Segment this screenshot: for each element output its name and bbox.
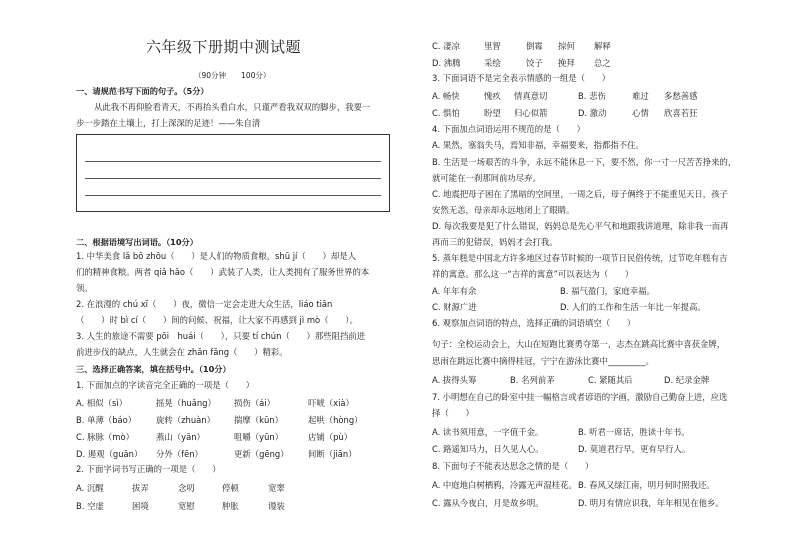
q8-option-d[interactable]: D. 明月有情应识我，年年相见在他乡。 <box>578 498 724 508</box>
q3-word: 难过 <box>632 91 649 101</box>
section-2-line: 2. 在浪漫的 chú xī（ ）夜，微信一定会走进大众生活，liáo tiān <box>76 299 333 309</box>
q2-option[interactable]: D. 沸腾 <box>432 58 461 68</box>
handwriting-box[interactable] <box>76 134 390 212</box>
q4-option-b-cont: 就可能在一刹那间前功尽弃。 <box>432 173 541 183</box>
q1-option: 旋转（zhuàn） <box>156 415 215 425</box>
q1-option: 分外（fēn） <box>156 449 203 459</box>
q6-sentence: 句子：全校运动会上，大山在短跑比赛勇夺第一，志杰在跳高比赛中喜获金牌， <box>432 339 726 349</box>
copy-text-line-1: 从此我不再仰脸看青天，不再抬头看白水，只谨严看我双双的脚步，我要一 <box>94 102 371 112</box>
section-2-line: 1. 中华美食 lǎ bō zhōu（ ）是人们的物质食粮，shū jí（ ）却是人 <box>76 251 356 261</box>
q1-option: 起哄（hòng） <box>308 415 363 425</box>
q1-option[interactable]: A. 相似（sì） <box>76 398 128 408</box>
q1-option[interactable]: D. 遏观（guān） <box>76 449 143 459</box>
q6-sentence-cont: 思雨在跳远比赛中摘得桂冠，宁宁在游泳比赛中_________。 <box>432 356 654 366</box>
section-1-header: 一、请规范书写下面的句子。（5分） <box>76 86 209 96</box>
q2-word: 采绘 <box>484 58 501 68</box>
q2-word: 谩装 <box>268 501 285 511</box>
q3-word: 欣喜若狂 <box>664 108 698 118</box>
section-2-line: 3. 人生的旅途不需要 pōi huái（ ），只要 tí chún（ ）那些阻挡前进 <box>76 331 366 341</box>
q2-word: 困境 <box>132 501 149 511</box>
q1-option: 咀嚼（yūn） <box>234 432 284 442</box>
q6-option-b[interactable]: B. 名列前茅 <box>510 375 555 385</box>
q4-option-c-cont: 安然无恙，母亲却永远地闭上了眼睛。 <box>432 205 575 215</box>
q3-option[interactable]: D. 激动 <box>578 108 607 118</box>
question-1: 1. 下面加点的字读音完全正确的一项是（ ） <box>76 380 255 390</box>
q8-option-b[interactable]: B. 春风又绿江南，明月何时照我还。 <box>578 480 715 490</box>
q7-option-d[interactable]: D. 莫道君行早，更有早行人。 <box>578 444 691 454</box>
q7-option-b[interactable]: B. 听君一席话，胜读十年书。 <box>578 427 690 437</box>
q5-option-a[interactable]: A. 年年有余 <box>432 286 477 296</box>
q4-option-c[interactable]: C. 地震把母子困在了黑暗的空间里，一周之后，母子俩终于不能重见天日，孩子 <box>432 189 728 199</box>
page-title: 六年级下册期中测试题 <box>146 38 302 56</box>
q2-word: 倒霉 <box>526 41 543 51</box>
q2-option[interactable]: B. 空虚 <box>76 501 104 511</box>
q8-option-a[interactable]: A. 中庭地白树栖鸦，冷露无声湿桂花。 <box>432 480 577 490</box>
q6-option-a[interactable]: A. 拔得头筹 <box>432 375 477 385</box>
question-3: 3. 下面词语不是完全表示情感的一组是（ ） <box>432 73 611 83</box>
copy-text-line-2: 步一步踏在土壤上，打上深深的足迹！——朱自清 <box>76 118 261 128</box>
q7-option-a[interactable]: A. 读书须用意，一字值千金。 <box>432 427 544 437</box>
q1-option: 摇晃（huǎng） <box>156 398 216 408</box>
q3-option[interactable]: C. 惧怕 <box>432 108 460 118</box>
q3-word: 情真意切 <box>514 91 548 101</box>
q1-option: 间断（jiān） <box>308 449 357 459</box>
q1-option: 店铺（pù） <box>308 432 353 442</box>
writing-line <box>85 161 381 162</box>
question-8: 8. 下面句子不能表达思念之情的是（ ） <box>432 461 594 471</box>
q3-word: 愧疚 <box>484 91 501 101</box>
q8-option-c[interactable]: C. 露从今夜白，月是故乡明。 <box>432 498 544 508</box>
question-2: 2. 下面字词书写正确的一项是（ ） <box>76 464 221 474</box>
question-6: 6. 观察加点词语的特点，选择正确的词语填空（ ） <box>432 318 636 328</box>
q2-word: 掠何 <box>558 41 575 51</box>
q2-word: 念叨 <box>178 483 195 493</box>
section-2-header: 二、根据语境写出词语。（10分） <box>76 237 198 247</box>
q3-word: 盼望 <box>484 108 501 118</box>
q5-option-d[interactable]: D. 人们的工作和生活一年比一年提高。 <box>560 302 706 312</box>
question-5: 5. 蒸年糕是中国北方许多地区过春节时候的一项节日民俗传统，过节吃年糕有吉 <box>432 253 728 263</box>
q1-option: 揣摩（kūn） <box>234 415 283 425</box>
q1-option: 吓唬（xià） <box>308 398 354 408</box>
question-7-cont: 择（ ） <box>432 408 474 418</box>
q2-word: 宽睾 <box>268 483 285 493</box>
q3-option[interactable]: A. 畅快 <box>432 91 460 101</box>
question-4: 4. 下面加点词语运用不规范的是（ ） <box>432 124 586 134</box>
q5-option-c[interactable]: C. 财源广进 <box>432 302 477 312</box>
q1-option: 燕山（yān） <box>156 432 205 442</box>
question-5-cont: 祥的寓意。那么这一“吉祥的寓意”可以表达为（ ） <box>432 269 634 279</box>
q1-option[interactable]: C. 脉脉（mò） <box>76 432 134 442</box>
writing-line <box>85 178 381 179</box>
q2-word: 解释 <box>594 41 611 51</box>
q3-word: 心情 <box>632 108 649 118</box>
q2-option[interactable]: A. 沉醒 <box>76 483 104 493</box>
section-2-line: 们的精神食粮。两者 qiǎ hǎo（ ）武装了人类，让人类拥有了服务世界的本 <box>76 267 370 277</box>
q2-word: 停顿 <box>222 483 239 493</box>
q6-option-d[interactable]: D. 纪录金牌 <box>664 375 710 385</box>
q6-option-c[interactable]: C. 紧随其后 <box>588 375 633 385</box>
q2-word: 里智 <box>484 41 501 51</box>
q2-option[interactable]: C. 凄凉 <box>432 41 460 51</box>
q3-word: 归心似箭 <box>514 108 548 118</box>
q4-option-b[interactable]: B. 生活是一场艰苦的斗争，永远不能休息一下，要不然，你一寸一尺苦苦挣来的， <box>432 157 737 167</box>
q2-word: 总之 <box>594 58 611 68</box>
q4-option-d[interactable]: D. 每次我要是犯了什么错误，妈妈总是先心平气和地跟我讲道理，除非我一而再 <box>432 221 729 231</box>
q3-option[interactable]: B. 悲伤 <box>578 91 606 101</box>
q2-word: 挽拜 <box>558 58 575 68</box>
q4-option-d-cont: 再而三的犯错误，妈妈才会打我。 <box>432 237 558 247</box>
q5-option-b[interactable]: B. 福气盈门，家庭幸福。 <box>560 286 655 296</box>
q1-option: 更新（gēng） <box>234 449 289 459</box>
q1-option: 损伤（ái） <box>234 398 275 408</box>
q2-word: 拔弄 <box>132 483 149 493</box>
q3-word: 多愁善感 <box>664 91 698 101</box>
section-2-line: （ ）时 bì cí（ ）间的问候、祝福，让大家不再感到 jì mò（ ）。 <box>76 315 358 325</box>
writing-line <box>85 195 381 196</box>
q4-option-a[interactable]: A. 果然，塞翁失马，焉知非福，幸福要来，指都指不住。 <box>432 140 644 150</box>
section-2-line: 前进步伐的缺点，人生就会在 zhǎn fǎng（ ）精彩。 <box>76 347 288 357</box>
q2-word: 宽慰 <box>178 501 195 511</box>
q2-word: 肿胀 <box>222 501 239 511</box>
q7-option-c[interactable]: C. 路遥知马力，日久见人心。 <box>432 444 544 454</box>
q2-word: 饺子 <box>526 58 543 68</box>
q1-option[interactable]: B. 单薄（báo） <box>76 415 137 425</box>
question-7: 7. 小明想在自己的卧室中挂一幅格言或者谚语的字画，激励自己勤奋上进，应选 <box>432 392 728 402</box>
section-3-header: 三、选择正确答案，填在括号中。（10分） <box>76 364 231 374</box>
page-subtitle: （90分钟 100分） <box>194 71 271 80</box>
section-2-line: 领。 <box>76 283 93 293</box>
